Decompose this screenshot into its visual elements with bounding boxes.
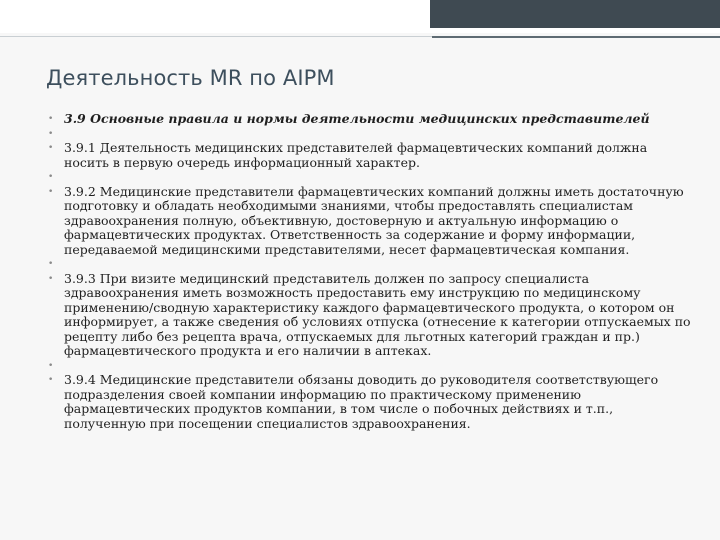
bullet-item xyxy=(48,185,694,258)
paragraph-text: 3.9.2 Медицинские представители фармацевтических компаний должны иметь достаточную подготовку и обладать необходимыми знаниями, чтобы предоставлять специалистам здравоохранения полную, объективную, достоверную и актуальную информацию о фармацевтических продуктах. Ответственность за содержание и форму информации, передаваемой медицинскими представителями, несет фармацевтическая компания. xyxy=(64,183,684,257)
bullet-item-empty xyxy=(48,359,694,374)
bullet-icon: • xyxy=(48,273,54,284)
section-heading: 3.9 Основные правила и нормы деятельности медицинских представителей xyxy=(64,111,650,126)
paragraph-text: 3.9.1 Деятельность медицинских представителей фармацевтических компаний должна носить в первую очередь информационный характер. xyxy=(64,140,648,170)
bullet-icon: • xyxy=(48,128,54,139)
bullet-icon: • xyxy=(48,375,54,385)
top-band-dark xyxy=(430,0,720,28)
paragraph-text: 3.9.3 При визите медицинский представитель должен по запросу специалиста здравоохранения иметь возможность предоставить ему инструкцию по медицинскому применению/сводную характеристику каждого фармацевтического продукта, о котором он информирует, а также сведения об условиях отпуска (отнесение к категории отпускаемых по рецепту либо без рецепта врача, отпускаемых для льготных категорий граждан и пр.) фармацевтического продукта и его наличии в аптеках. xyxy=(64,270,691,358)
bullet-item-empty xyxy=(48,127,694,142)
slide-title: Деятельность MR по AIPM xyxy=(46,66,335,90)
bullet-icon: • xyxy=(48,114,54,124)
bullet-icon: • xyxy=(48,172,54,182)
bullet-icon: • xyxy=(48,143,54,153)
bullet-item xyxy=(48,272,694,359)
bullet-list xyxy=(48,112,694,431)
bullet-icon: • xyxy=(48,186,54,197)
bullet-item xyxy=(48,141,694,170)
bullet-item-empty xyxy=(48,257,694,272)
paragraph-text: 3.9.4 Медицинские представители обязаны доводить до руководителя соответствующего подразделения своей компании информацию по практическому применению фармацевтических продуктов компании, в том числе о побочных действиях и т.п., полученную при посещении специалистов здравоохранения. xyxy=(64,372,659,431)
header-rule-dark xyxy=(432,36,720,38)
bullet-icon: • xyxy=(48,360,54,371)
bullet-item-empty xyxy=(48,170,694,185)
top-strip xyxy=(0,28,720,33)
bullet-item xyxy=(48,373,694,431)
bullet-icon: • xyxy=(48,259,54,269)
bullet-item xyxy=(48,112,694,127)
